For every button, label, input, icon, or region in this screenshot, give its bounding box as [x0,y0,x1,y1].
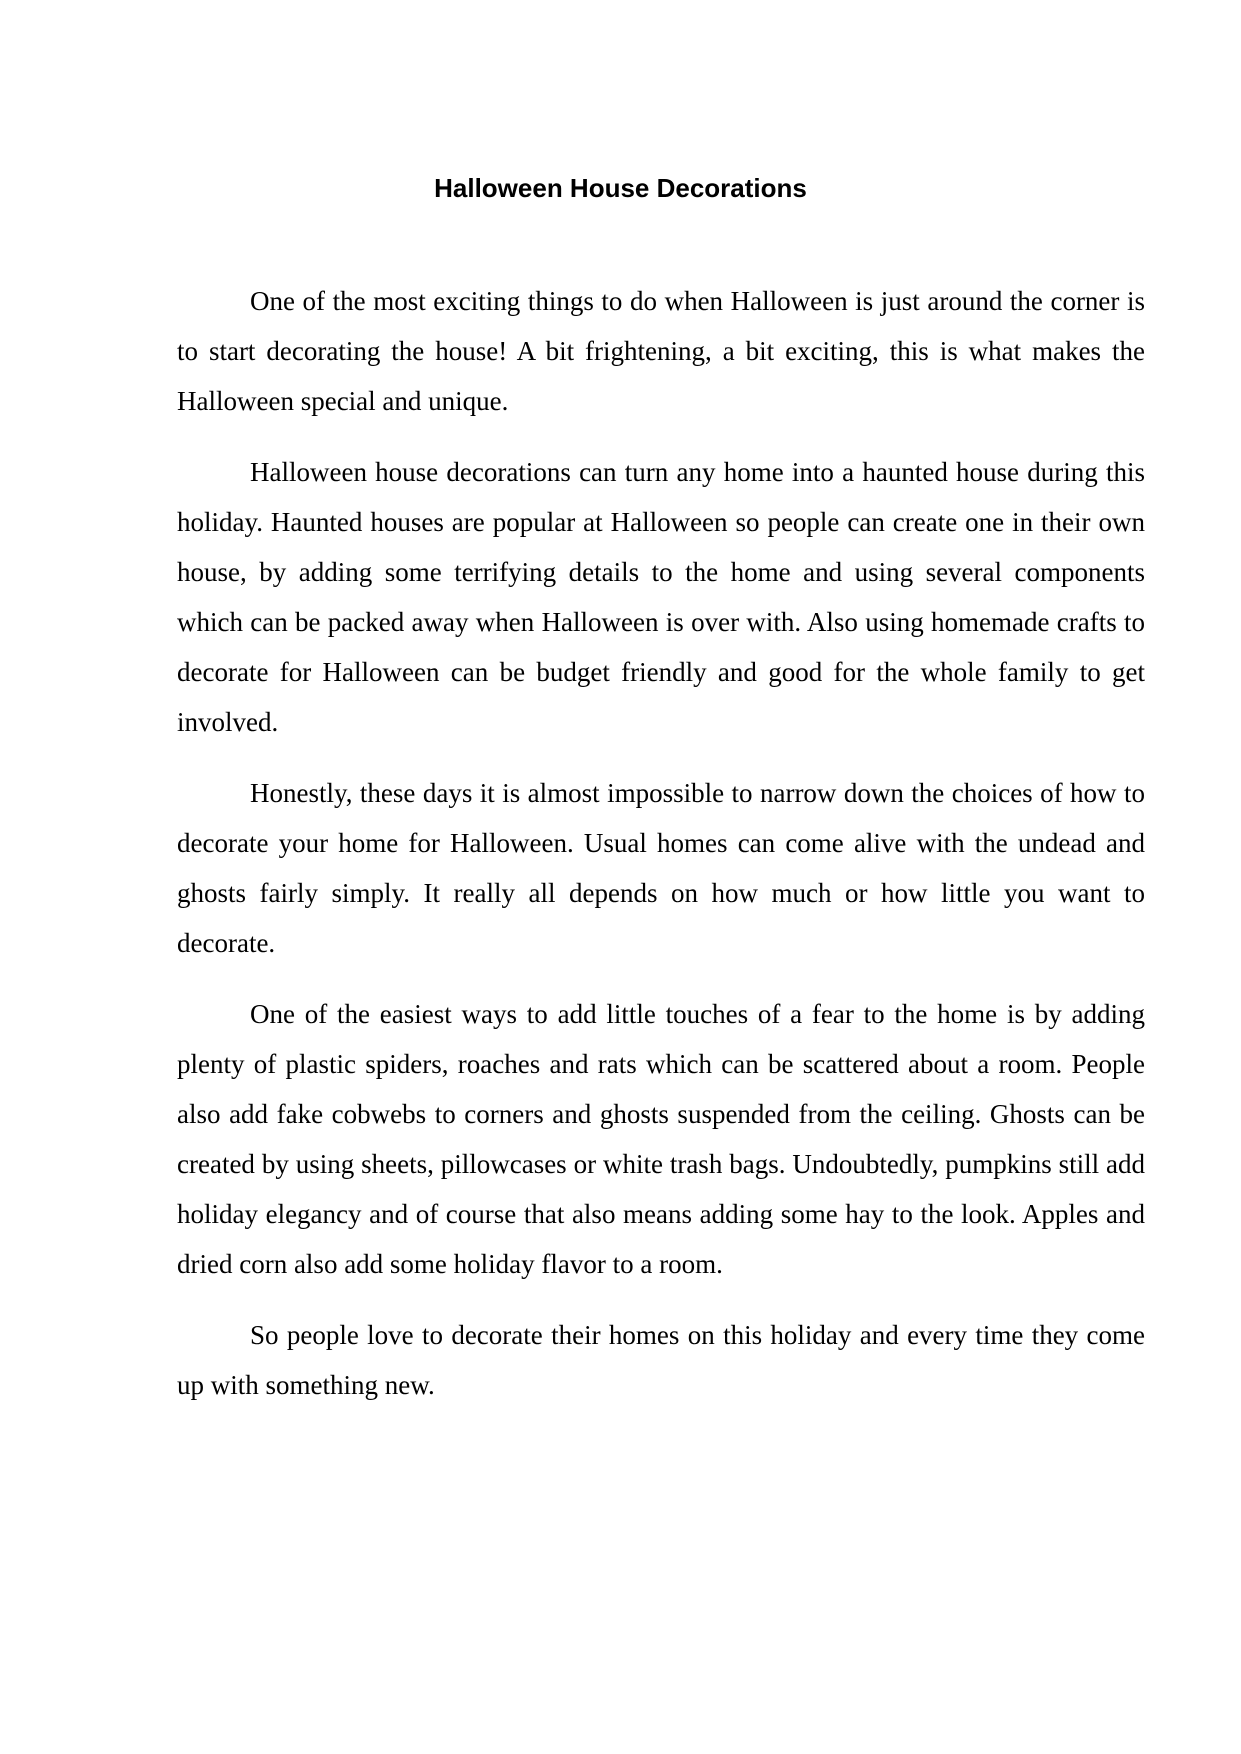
paragraph-4: One of the easiest ways to add little touches of a fear to the home is by adding plenty of plastic spiders, roaches and rats which can be scattered about a room. People also add fake cobwebs to corners and ghosts suspended from the ceiling. Ghosts can be created by using sheets, pillowcases or white trash bags. Undoubtedly, pumpkins still add holiday elegancy and of course that also means adding some hay to the look. Apples and dried corn also add some holiday flavor to a room. [177,999,1145,1279]
paragraph-1: One of the most exciting things to do when Halloween is just around the corner is to start decorating the house! A bit frightening, a bit exciting, this is what makes the Halloween special and unique. [177,286,1145,416]
paragraph-5: So people love to decorate their homes on this holiday and every time they come up with something new. [177,1320,1145,1400]
paragraph-3: Honestly, these days it is almost impossible to narrow down the choices of how to decorate your home for Halloween. Usual homes can come alive with the undead and ghosts fairly simply. It really all depends on how much or how little you want to decorate. [177,778,1145,958]
paragraph-2: Halloween house decorations can turn any home into a haunted house during this holiday. Haunted houses are popular at Halloween so people can create one in their own house, by adding some terrifying details to the home and using several components which can be packed away when Halloween is over with. Also using homemade crafts to decorate for Halloween can be budget friendly and good for the whole family to get involved. [177,457,1145,737]
document-body [177,276,1145,1431]
document-title: Halloween House Decorations [434,173,807,203]
